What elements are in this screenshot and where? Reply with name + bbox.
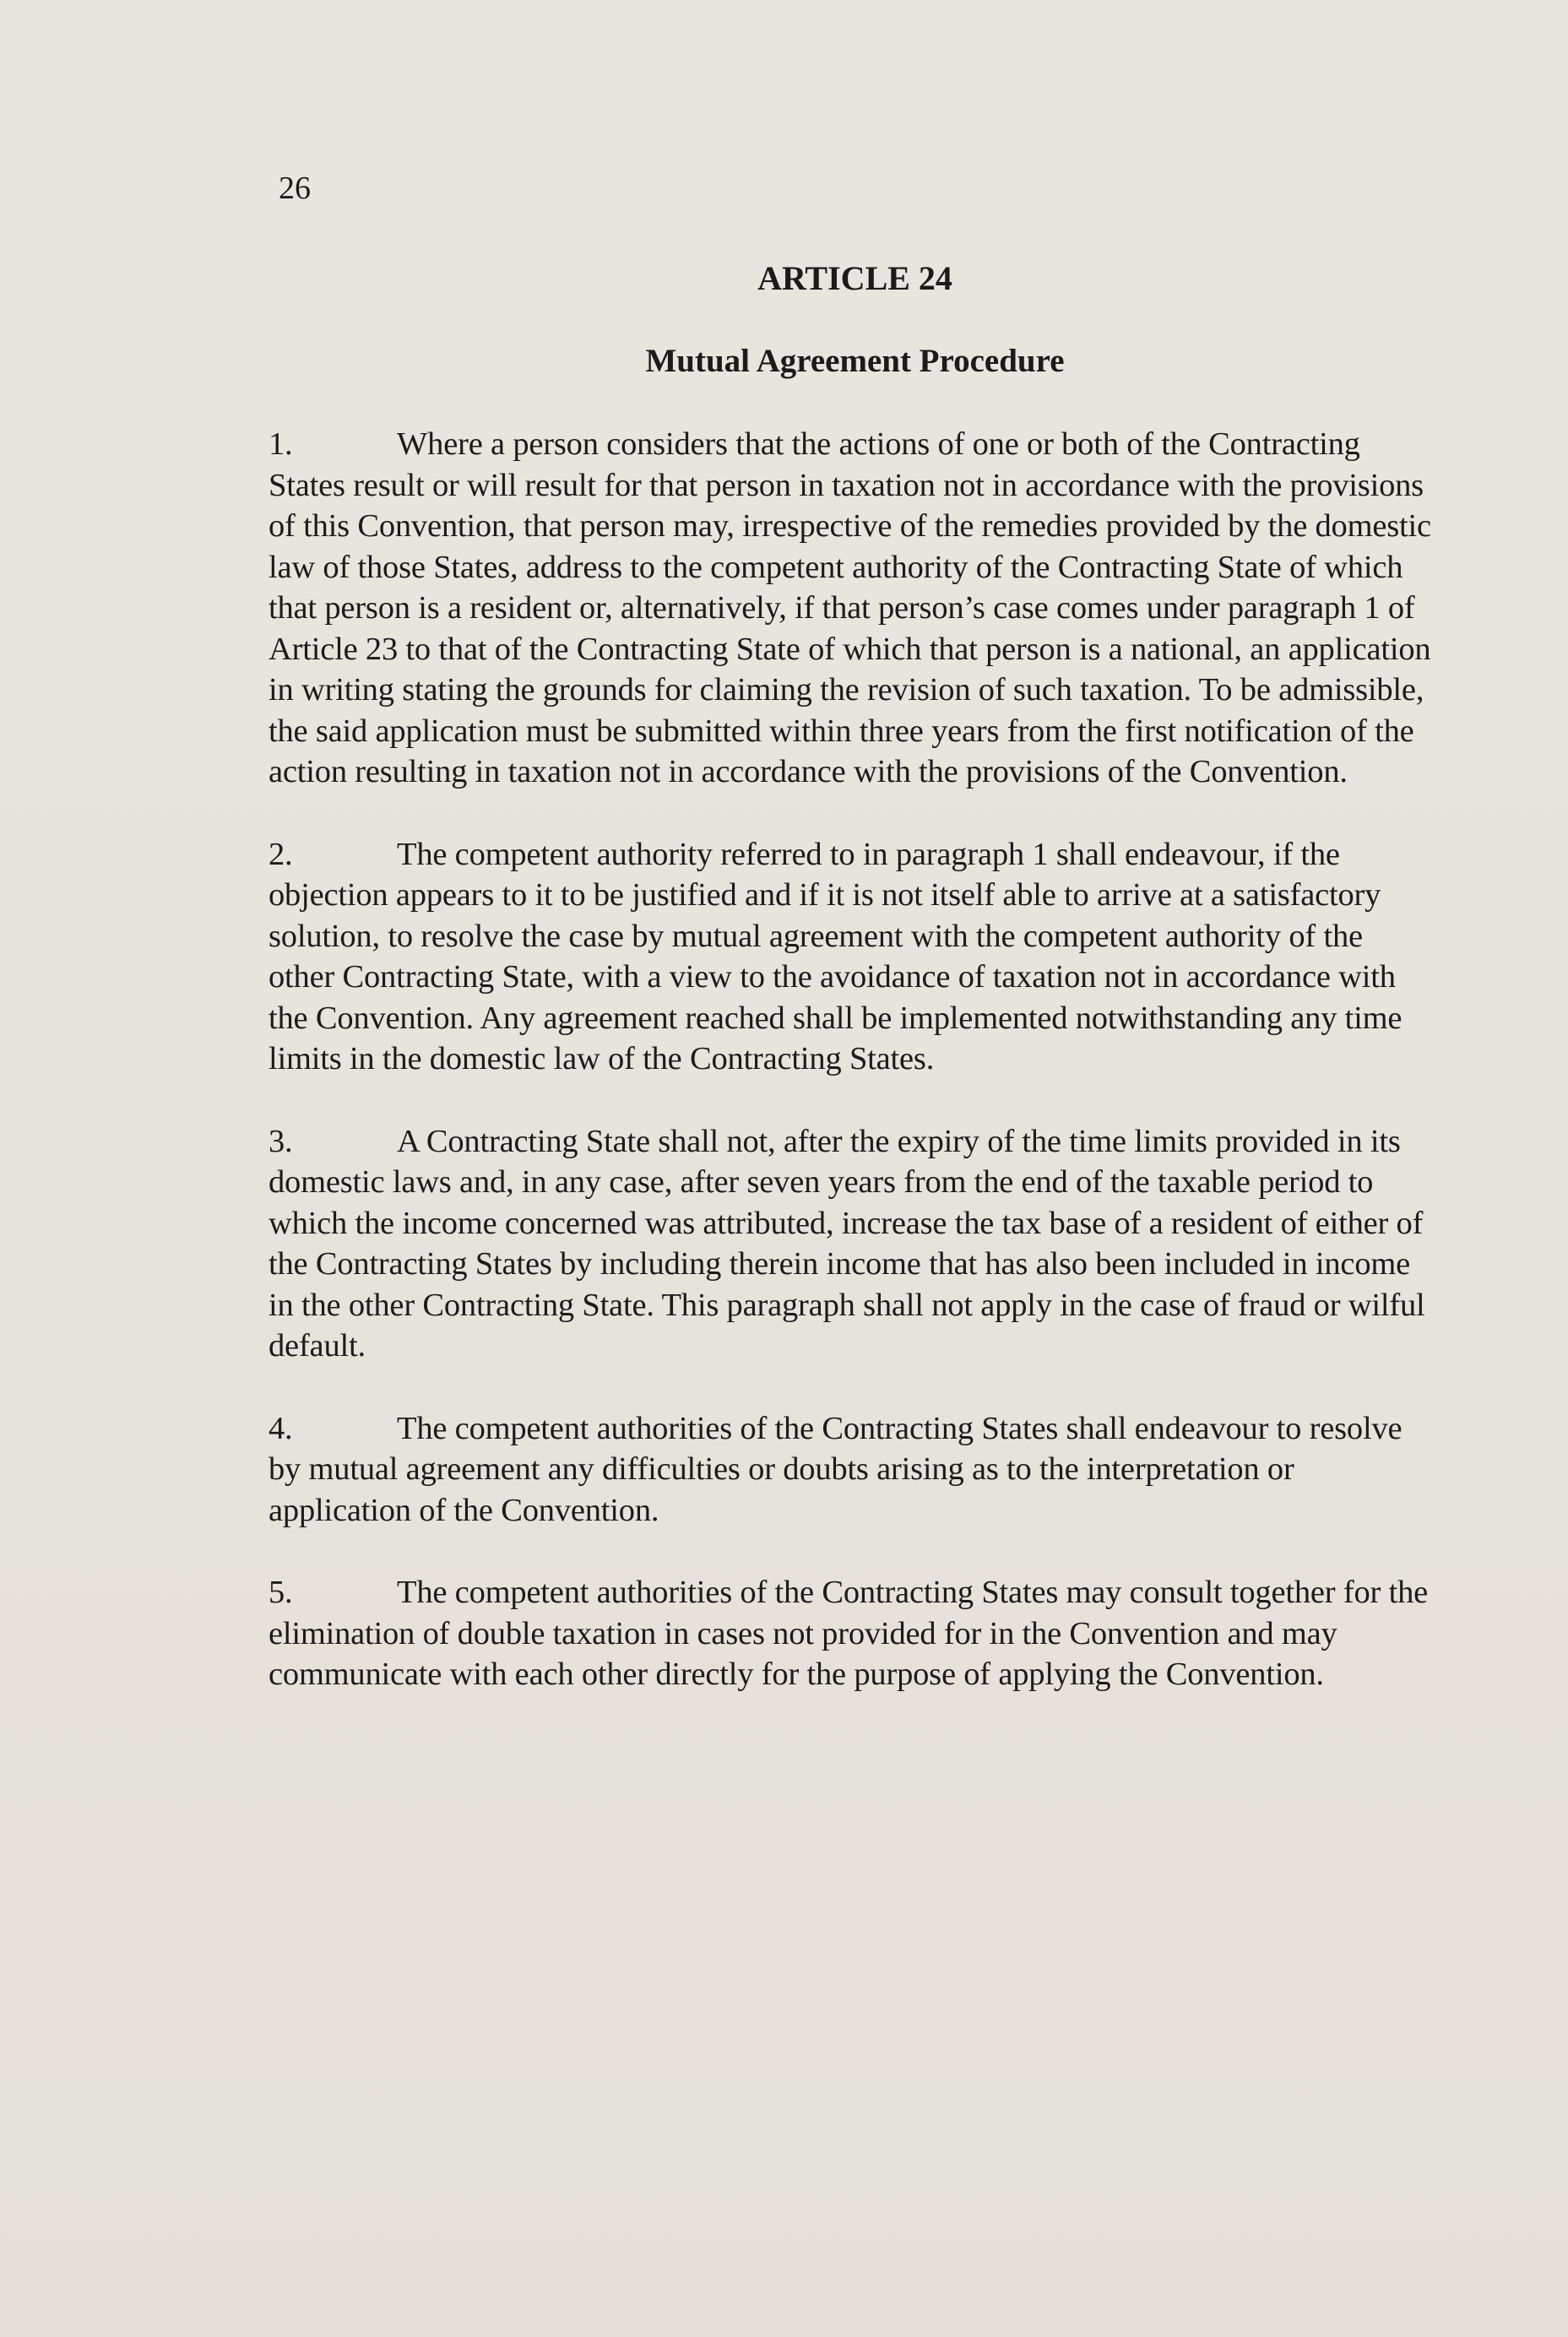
paragraph-number: 4. xyxy=(269,1410,293,1446)
article-body xyxy=(269,424,1434,1737)
page-number: 26 xyxy=(279,171,311,206)
paragraph-number: 1. xyxy=(269,426,293,462)
paragraph-number: 5. xyxy=(269,1575,293,1610)
paragraph-text: Where a person considers that the actions of one or both of the Contracting States result or will result for that person in taxation not in accordance with the provisions of this Convention, that person may, irrespective of the remedies provided by the domestic law of those States, address to the competent authority of the Contracting State of which that person is a resident or, alternatively, if that person’s case comes under paragraph 1 of Article 23 to that of the Contracting State of which that person is a national, an application in writing stating the grounds for claiming the revision of such taxation. To be admissible, the said application must be submitted within three years from the first notification of the action resulting in taxation not in accordance with the provisions of the Convention. xyxy=(269,426,1431,789)
paragraph-2 xyxy=(269,834,1434,1080)
paragraph-text: A Contracting State shall not, after the expiry of the time limits provided in its domestic laws and, in any case, after seven years from the end of the taxable period to which the income concerned was attributed, increase the tax base of a resident of either of the Contracting States by including therein income that has also been included in income in the other Contracting State. This paragraph shall not apply in the case of fraud or wilful default. xyxy=(269,1123,1425,1364)
paragraph-text: The competent authority referred to in paragraph 1 shall endeavour, if the objection appears to it to be justified and if it is not itself able to arrive at a satisfactory solution, to resolve the case by mutual agreement with the competent authority of the other Contracting State, with a view to the avoidance of taxation not in accordance with the Convention. Any agreement reached shall be implemented notwithstanding any time limits in the domestic law of the Contracting States. xyxy=(269,836,1403,1076)
paragraph-text: The competent authorities of the Contracting States may consult together for the elimination of double taxation in cases not provided for in the Convention and may communicate with each other directly for the purpose of applying the Convention. xyxy=(269,1575,1429,1692)
paragraph-number: 3. xyxy=(269,1123,293,1159)
paragraph-4 xyxy=(269,1408,1434,1532)
paragraph-text: The competent authorities of the Contracting States shall endeavour to resolve by mutual agreement any difficulties or doubts arising as to the interpretation or application of the Convention. xyxy=(269,1410,1403,1528)
paragraph-number: 2. xyxy=(269,836,293,872)
paragraph-1 xyxy=(269,424,1434,793)
article-subtitle: Mutual Agreement Procedure xyxy=(645,343,1065,379)
paragraph-3 xyxy=(269,1121,1434,1367)
article-heading: ARTICLE 24 xyxy=(757,259,952,297)
paragraph-5 xyxy=(269,1572,1434,1695)
